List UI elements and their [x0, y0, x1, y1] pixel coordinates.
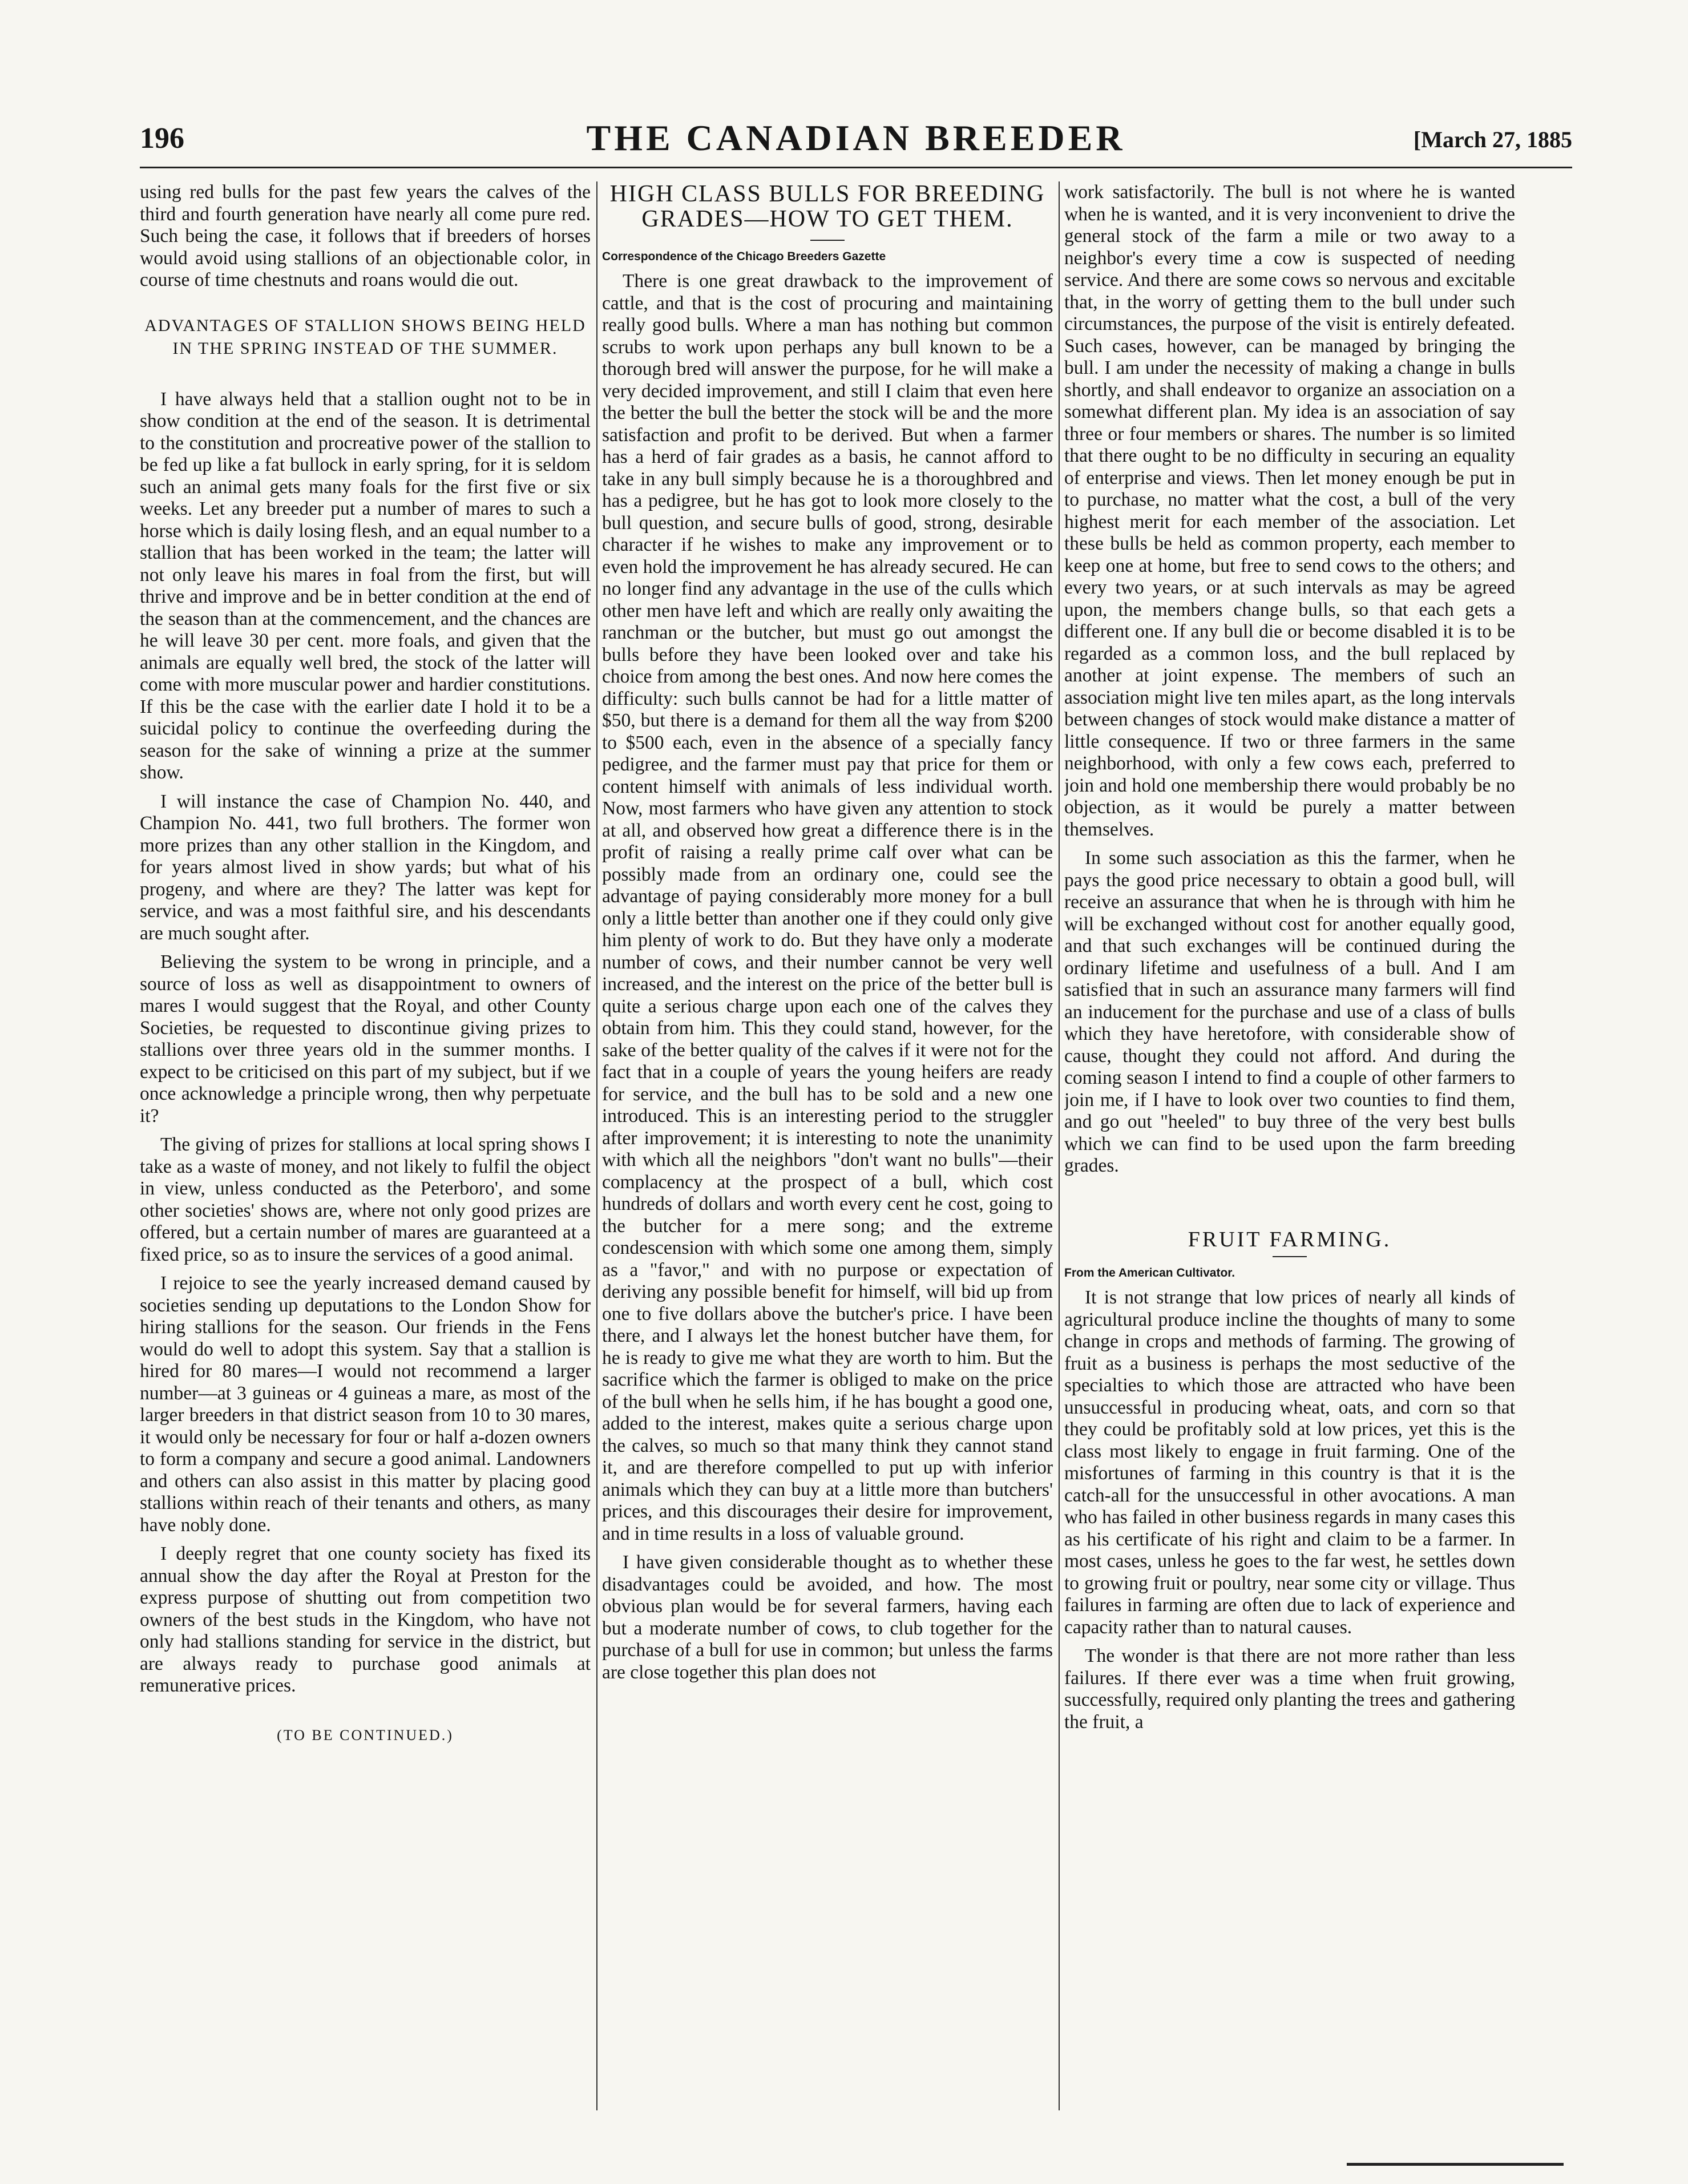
paragraph: work satisfactorily. The bull is not where he is wanted when he is wanted, and it is very inconvenient to drive the general stock of the farm a mile or two away to a neighbor's every time a cow is suspected of needing service. And there are some cows so nervous and excitable that, in the worry of getting them to the bull under such circumstances, the purpose of the visit is entirely defeated. Such cases, however, can be managed by bringing the bull. I am under the necessity of making a change in bulls shortly, and shall endeavor to organize an association on a somewhat different plan. My idea is an association of say three or four members or shares. The number is so limited that there ought to be no difficulty in securing an equality of enterprise and views. Then let money enough be put in to purchase, no matter what the cost, a bull of the very highest merit for each member of the association. Let these bulls be held as common property, each member to keep one at home, but free to send cows to the others; and every two years, or at such intervals as may be agreed upon, the members change bulls, so that each gets a different one. If any bull die or become disabled it is to be regarded as a common loss, and the bull replaced by another at joint expense. The members of such an association might live ten miles apart, as the long intervals between changes of stock would make distance a matter of little consequence. If two or three farmers in the same neighborhood, with only a few cows each, preferred to join and hold one membership there would probably be no objection, as it would be purely a matter between themselves. [1064, 181, 1515, 840]
journal-title: THE CANADIAN BREEDER [586, 118, 1126, 158]
source-line: Correspondence of the Chicago Breeders Gazette [602, 250, 886, 263]
paragraph: I deeply regret that one county society has fixed its annual show the day after the Royal at Preston for the express purpose of shutting out from competition two owners of the best studs in the Kingdom, who have not only had stallions standing for service in the district, but are always ready to purchase good animals at remunerative prices. [140, 1543, 591, 1696]
paragraph: Believing the system to be wrong in principle, and a source of loss as well as disappointment to owners of mares I would suggest that the Royal, and other County Societies, be requested to discontinue giving prizes to stallions over three years old in the summer months. I expect to be criticised on this part of my subject, but if we once acknowledge a principle wrong, then why perpetuate it? [140, 951, 591, 1127]
column-middle [602, 181, 1053, 2110]
page-header [140, 117, 1572, 163]
header-rule [140, 167, 1572, 168]
footer-rule [1347, 2163, 1564, 2166]
column-right [1064, 181, 1515, 2110]
paragraph: The wonder is that there are not more rather than less failures. If there ever was a time when fruit growing, successfully, required only planting the trees and gathering the fruit, a [1064, 1645, 1515, 1733]
page-number: 196 [140, 122, 184, 155]
column-left [140, 181, 591, 2110]
continued-note: (TO BE CONTINUED.) [277, 1726, 454, 1743]
paragraph: The giving of prizes for stallions at local spring shows I take as a waste of money, and not likely to fulfil the object in view, unless conducted as the Peterboro', and some other societies' shows are, where not only good prizes are offered, but a certain number of mares are guaranteed at a fixed price, so as to insure the services of a good animal. [140, 1134, 591, 1265]
column-divider [596, 181, 597, 2110]
source-line: From the American Cultivator. [1064, 1266, 1235, 1279]
paragraph: There is one great drawback to the improvement of cattle, and that is the cost of procuring and maintaining really good bulls. Where a man has nothing but common scrubs to work upon perhaps any bull known to be a thorough bred will answer the purpose, for he will make a very decided improvement, and still I claim that even here the better the bull the better the stock will be and the more satisfaction and profit to be derived. But when a farmer has a herd of fair grades as a basis, he cannot afford to take in any bull simply because he is a thoroughbred and has a pedigree, but he has got to look more closely to the bull question, and secure bulls of good, strong, desirable character if he wishes to make any improvement or to even hold the improvement he has already secured. He can no longer find any advantage in the use of the culls which other men have left and which are really only awaiting the ranchman or the butcher, but must go out amongst the bulls before they have been looked over and take his choice from among the best ones. And now here comes the difficulty: such bulls cannot be had for a little matter of $50, but there is a demand for them all the way from $200 to $500 each, even in the absence of a specially fancy pedigree, and the farmer must pay that price for them or content himself with animals of less individual worth. Now, most farmers who have given any attention to stock at all, and observed how great a difference there is in the profit of raising a really prime calf over what can be possibly made from an ordinary one, could see the advantage of paying considerably more money for a bull only a little better than another one if they could only give him plenty of work to do. But they have only a moderate number of cows, and their number cannot be very well increased, and the interest on the price of the better bull is quite a serious charge upon each one of the calves they obtain from him. This they could stand, however, for the sake of the better quality of the calves if it were not for the fact that in a couple of years the young heifers are ready for service, and the bull has to be sold and a new one introduced. This is an interesting period to the struggler after improvement; it is interesting to note the unanimity with which all the neighbors "don't want no bulls"—their complacency at the prospect of a bull, which cost hundreds of dollars and worth every cent he cost, going to the butcher for a mere song; and the extreme condescension with which some one among them, simply as a "favor," and with no purpose or expectation of deriving any possible benefit for himself, will bid up from one to five dollars above the butcher's price. I have been there, and I always let the honest butcher have them, for he is ready to give me what they are worth to him. But the sacrifice which the farmer is obliged to make on the price of the bull when he sells him, if he has bought a good one, added to the interest, makes quite a serious charge upon the calves, so much so that many think they cannot stand it, and are therefore compelled to put up with inferior animals which they can buy at a little more than butchers' prices, and this discourages their desire for improvement, and in time results in a loss of valuable ground. [602, 271, 1053, 1544]
paragraph: It is not strange that low prices of nearly all kinds of agricultural produce incline the thoughts of many to some change in crops and methods of farming. The growing of fruit as a business is perhaps the most seductive of the specialties to which those are attracted who have been unsuccessful in producing wheat, oats, and corn so that they could be profitably sold at low prices, yet this is the class most likely to engage in fruit farming. One of the misfortunes of farming in this country is that it is the catch-all for the unsuccessful in other avocations. A man who has failed in other business regards in many cases this as his certificate of his right and claim to be a farmer. In most cases, unless he goes to the far west, he settles down to growing fruit or poultry, near some city or village. Thus failures in farming are often due to lack of experience and capacity rather than to natural causes. [1064, 1287, 1515, 1638]
paragraph: I will instance the case of Champion No. 440, and Champion No. 441, two full brothers. The former won more prizes than any other stallion in the Kingdom, and for years almost lived in show yards; but what of his progeny, and where are they? The latter was kept for service, and was a most faithful sire, and his descendants are much sought after. [140, 790, 591, 944]
subheading: ADVANTAGES OF STALLION SHOWS BEING HELD IN THE SPRING INSTEAD OF THE SUMMER. [144, 316, 586, 358]
issue-date: [March 27, 1885 [1413, 127, 1572, 152]
title-rule [810, 240, 845, 241]
paragraph: I have always held that a stallion ought not to be in show condition at the end of the season. It is detrimental to the constitution and procreative power of the stallion to be fed up like a fat bullock in early spring, for it is seldom such an animal gets many foals for the first five or six weeks. Let any breeder put a number of mares to such a horse which is daily losing flesh, and an equal number to a stallion that has been worked in the team; the latter will not only leave his mares in foal from the first, but will thrive and improve and be in better condition at the end of the season than at the commencement, and the chances are he will leave 30 per cent. more foals, and given that the animals are equally well bred, the stock of the latter will come with more muscular power and hardier constitutions. If this be the case with the earlier date I hold it to be a suicidal policy to continue the overfeeding during the season for the sake of winning a prize at the summer show. [140, 388, 591, 783]
paragraph: I have given considerable thought as to whether these disadvantages could be avoided, and how. The most obvious plan would be for several farmers, having each but a moderate number of cows, to club together for the purchase of a bull for use in common; but unless the farms are close together this plan does not [602, 1552, 1053, 1683]
paragraph: I rejoice to see the yearly increased demand caused by societies sending up deputations to the London Show for hiring stallions for the season. Our friends in the Fens would do well to adopt this system. Say that a stallion is hired for 80 mares—I would not recommend a larger number—at 3 guineas or 4 guineas a mare, as most of the larger breeders in that district season from 10 to 30 mares, it would only be necessary for four or half a-dozen owners to form a company and secure a good animal. Landowners and others can also assist in this matter by placing good stallions within reach of their tenants and others, as many have nobly done. [140, 1273, 591, 1536]
title-rule [1273, 1256, 1307, 1257]
section-title: FRUIT FARMING. [1188, 1227, 1392, 1252]
paragraph: using red bulls for the past few years the calves of the third and fourth generation have nearly all come pure red. Such being the case, it follows that if breeders of horses would avoid using stallions of an objectionable color, in course of time chestnuts and roans would die out. [140, 181, 591, 290]
paragraph: In some such association as this the farmer, when he pays the good price necessary to obtain a good bull, will receive an assurance that when he is through with him he will be exchanged without cost for another equally good, and that such exchanges will be continued during the ordinary lifetime and usefulness of a bull. And I am satisfied that in such an assurance many farmers will find an inducement for the purchase and use of a class of bulls which they have heretofore, with considerable show of cause, thought they could not afford. And during the coming season I intend to find a couple of other farmers to join me, if I have to look over two counties to find them, and go out "heeled" to buy three of the very best bulls which we can find to be used upon the farm breeding grades. [1064, 847, 1515, 1176]
article-title: HIGH CLASS BULLS FOR BREEDING GRADES—HOW TO GET THEM. [609, 181, 1045, 232]
column-divider [1059, 181, 1060, 2110]
